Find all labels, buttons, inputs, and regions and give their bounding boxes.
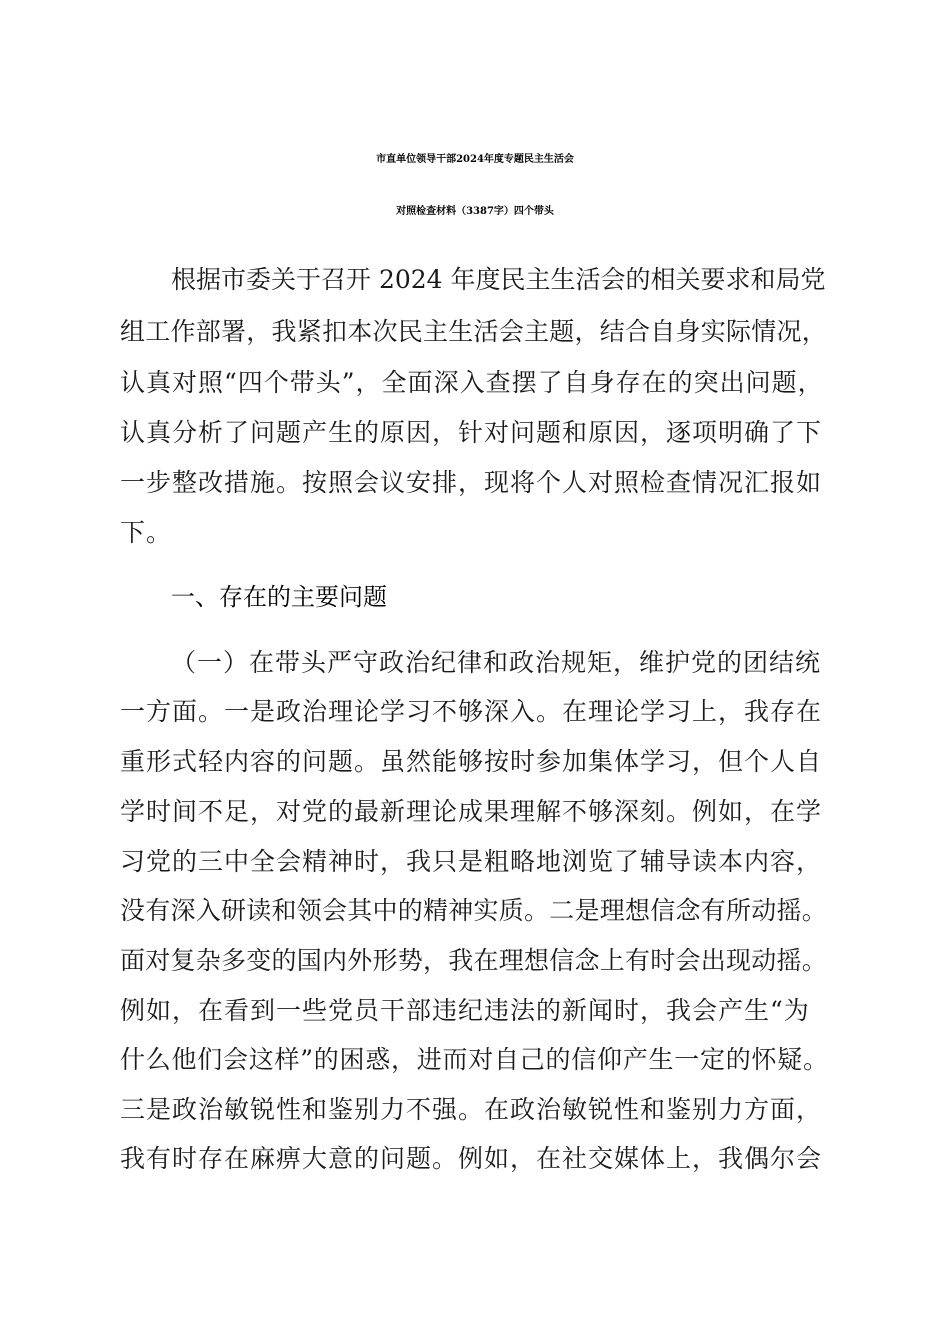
body-line: 学时间不足，对党的最新理论成果理解不够深刻。例如，在学 [120,797,823,826]
body-line: 重形式轻内容的问题。虽然能够按时参加集体学习，但个人自 [120,747,823,776]
body-line: 一方面。一是政治理论学习不够深入。在理论学习上，我存在 [120,697,823,726]
document-title-line-1: 市直单位领导干部2024年度专题民主生活会 [376,154,574,165]
body-line: 没有深入研读和领会其中的精神实质。二是理想信念有所动摇。 [120,896,828,925]
intro-line: 认真对照“四个带头”，全面深入查摆了自身存在的突出问题， [120,368,824,397]
intro-line: 根据市委关于召开 2024 年度民主生活会的相关要求和局党 [171,265,826,294]
body-line: （一）在带头严守政治纪律和政治规矩，维护党的团结统 [171,648,822,677]
body-line: 习党的三中全会精神时，我只是粗略地浏览了辅导读本内容， [120,847,823,876]
body-line: 我有时存在麻痹大意的问题。例如，在社交媒体上，我偶尔会 [120,1144,823,1173]
body-line: 例如，在看到一些党员干部违纪违法的新闻时，我会产生“为 [120,996,810,1025]
intro-line: 下。 [120,518,173,547]
intro-line: 认真分析了问题产生的原因，针对问题和原因，逐项明确了下 [120,418,823,447]
body-line: 三是政治敏锐性和鉴别力不强。在政治敏锐性和鉴别力方面， [120,1095,823,1124]
document-title-line-2: 对照检查材料（3387字）四个带头 [396,206,554,217]
body-line: 面对复杂多变的国内外形势，我在理想信念上有时会出现动摇。 [120,946,828,975]
intro-line: 一步整改措施。按照会议安排，现将个人对照检查情况汇报如 [120,468,823,497]
body-line: 什么他们会这样”的困惑，进而对自己的信仰产生一定的怀疑。 [120,1045,829,1074]
intro-line: 组工作部署，我紧扣本次民主生活会主题，结合自身实际情况， [120,317,828,346]
section-heading: 一、存在的主要问题 [171,583,387,611]
